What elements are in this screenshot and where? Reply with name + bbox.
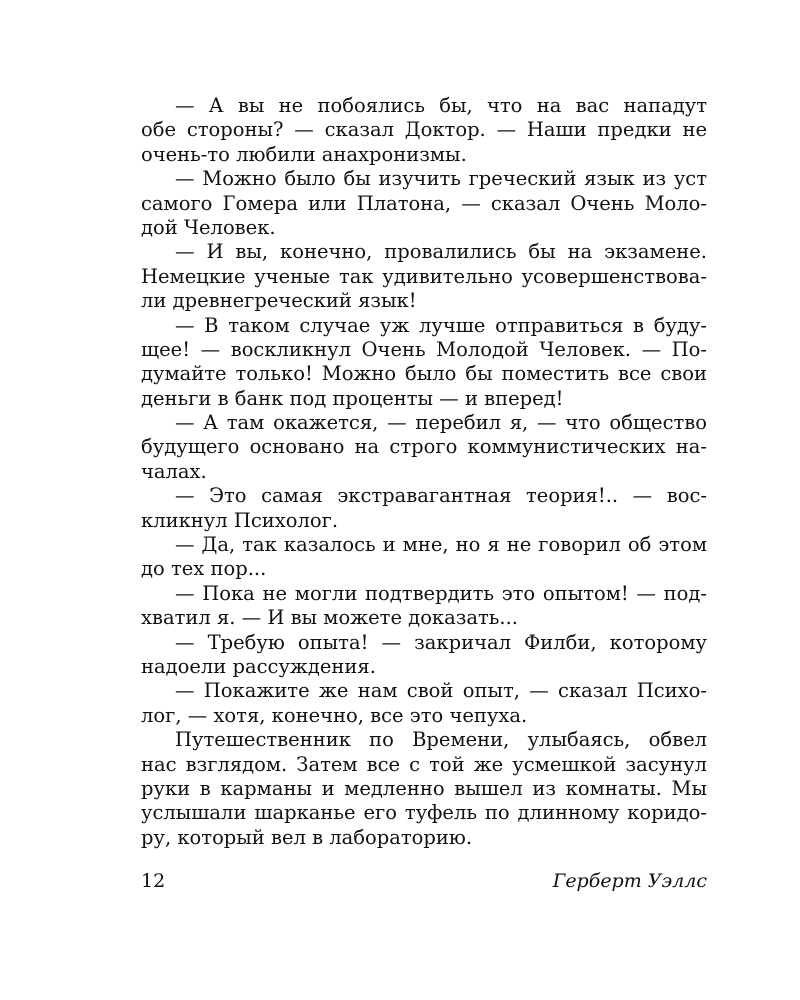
text-line: Путешественник по Времени, улыбаясь, обвел xyxy=(175,728,707,752)
text-line: лог, — хотя, конечно, все это чепуха. xyxy=(141,703,528,727)
text-line: — Да, так казалось и мне, но я не говорил об этом xyxy=(175,533,707,557)
paragraph xyxy=(141,314,707,412)
text-line: — Требую опыта! — закричал Филби, которому xyxy=(175,630,707,654)
text-line: нас взглядом. Затем все с той же усмешкой засунул xyxy=(141,752,707,776)
text-line: самого Гомера или Платона, — сказал Очень Моло- xyxy=(141,191,707,215)
text-line: кликнул Психолог. xyxy=(141,508,339,532)
body-text xyxy=(141,94,707,850)
text-line: — А вы не побоялись бы, что на вас нападут xyxy=(175,94,707,117)
text-line: — Пока не могли подтвердить это опытом! — под- xyxy=(175,581,707,605)
text-line: ли древнегреческий язык! xyxy=(141,289,417,313)
running-title: Герберт Уэллс xyxy=(552,870,707,892)
text-line: будущего основано на строго коммунистических на- xyxy=(141,435,707,459)
page-footer xyxy=(141,868,707,894)
paragraph xyxy=(141,533,707,582)
paragraph xyxy=(141,167,707,240)
text-line: — А там окажется, — перебил я, — что общество xyxy=(175,411,707,435)
text-line: очень-то любили анахронизмы. xyxy=(141,142,467,166)
paragraph xyxy=(141,582,707,631)
text-line: до тех пор... xyxy=(141,557,267,581)
text-line: дой Человек. xyxy=(141,215,276,239)
paragraph xyxy=(141,728,707,850)
text-line: Немецкие ученые так удивительно усовершенствова- xyxy=(141,264,707,288)
text-line: услышали шарканье его туфель по длинному коридо- xyxy=(141,801,707,825)
text-line: обе стороны? — сказал Доктор. — Наши предки не xyxy=(141,118,707,142)
text-line: хватил я. — И вы можете доказать... xyxy=(141,606,519,630)
text-line: — Можно было бы изучить греческий язык из уст xyxy=(175,167,707,191)
paragraph xyxy=(141,94,707,167)
paragraph xyxy=(141,240,707,313)
paragraph xyxy=(141,679,707,728)
text-line: щее! — воскликнул Очень Молодой Человек. — По- xyxy=(141,337,707,361)
text-line: — В таком случае уж лучше отправиться в буду- xyxy=(175,313,707,337)
text-line: ру, который вел в лабораторию. xyxy=(141,825,473,849)
text-line: чалах. xyxy=(141,459,207,483)
text-line: — Это самая экстравагантная теория!.. — вос- xyxy=(175,484,707,508)
text-line: деньги в банк под проценты — и вперед! xyxy=(141,386,564,410)
text-line: надоели рассуждения. xyxy=(141,654,376,678)
paragraph xyxy=(141,631,707,680)
page-number: 12 xyxy=(141,870,166,892)
text-line: — Покажите же нам свой опыт, — сказал Психо- xyxy=(175,679,707,703)
text-line: — И вы, конечно, провалились бы на экзамене. xyxy=(175,240,707,264)
text-line: руки в карманы и медленно вышел из комнаты. Мы xyxy=(141,776,707,800)
paragraph xyxy=(141,484,707,533)
text-line: думайте только! Можно было бы поместить все свои xyxy=(141,362,707,386)
paragraph xyxy=(141,411,707,484)
